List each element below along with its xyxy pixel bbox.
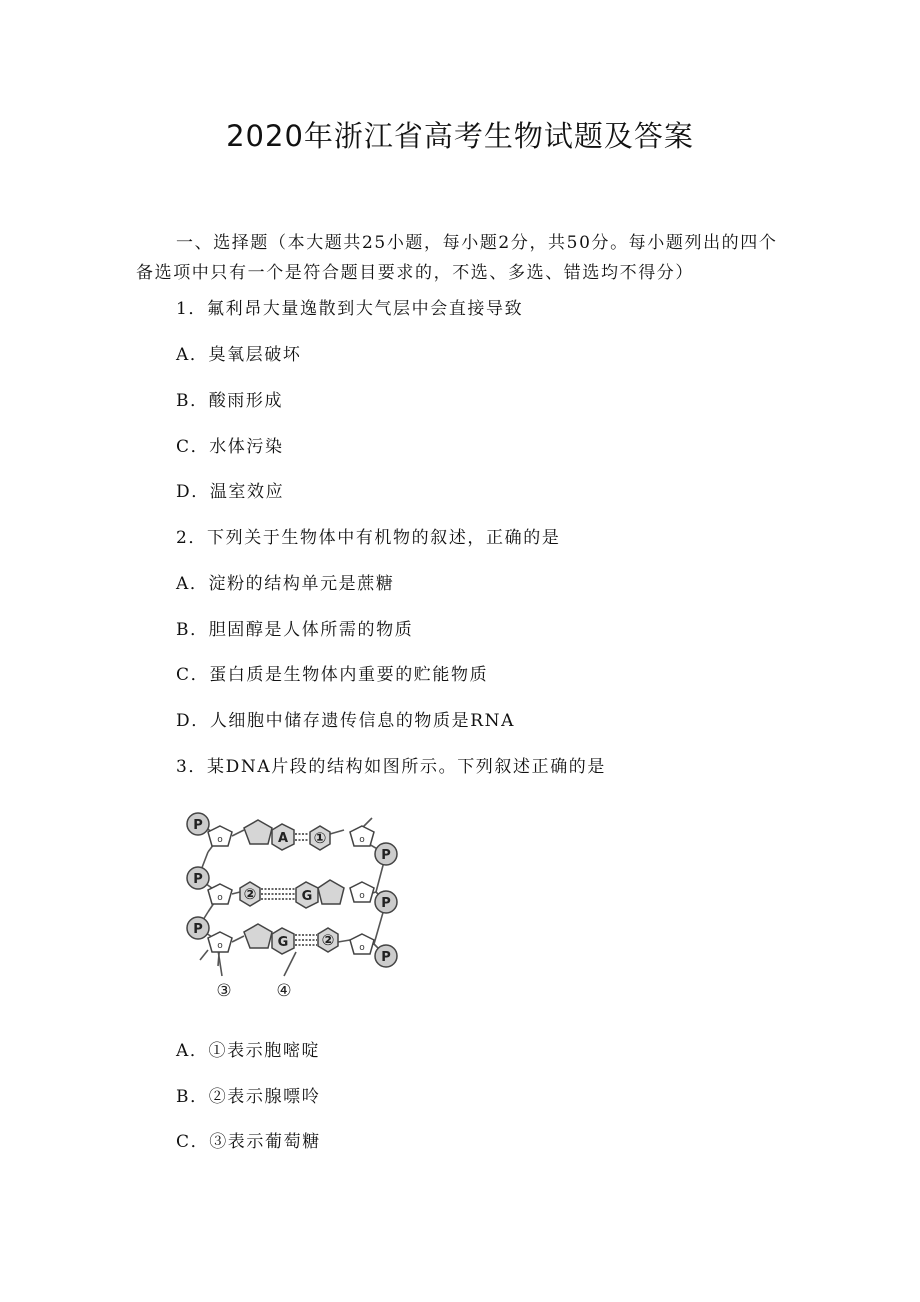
question-2-option-c: C．蛋白质是生物体内重要的贮能物质 xyxy=(176,665,489,685)
question-1-stem: 1．氟利昂大量逸散到大气层中会直接导致 xyxy=(176,299,524,319)
document-title: 2020年浙江省高考生物试题及答案 xyxy=(226,119,694,153)
svg-text:o: o xyxy=(217,835,223,845)
callout-4: ④ xyxy=(276,981,292,1001)
question-1-option-c: C．水体污染 xyxy=(176,437,284,457)
phosphate-label: P xyxy=(193,818,203,833)
section-intro: 一、选择题（本大题共25小题，每小题2分，共50分。每小题列出的四个备选项中只有一个是符合题目要求的，不选、多选、错选均不得分） xyxy=(136,233,778,283)
base-label-2: ② xyxy=(321,931,335,949)
dna-structure-figure xyxy=(178,800,408,1006)
question-2-option-d: D．人细胞中储存遗传信息的物质是RNA xyxy=(176,711,515,731)
base-label-2: ② xyxy=(243,885,257,903)
question-3-option-a: A．①表示胞嘧啶 xyxy=(176,1041,321,1061)
callout-3: ③ xyxy=(216,981,232,1001)
question-1-option-b: B．酸雨形成 xyxy=(176,391,284,411)
phosphate-label: P xyxy=(381,848,391,863)
base-label-g: G xyxy=(301,889,313,904)
phosphate-label: P xyxy=(381,950,391,965)
svg-text:o: o xyxy=(359,891,365,901)
question-3-option-c: C．③表示葡萄糖 xyxy=(176,1132,321,1152)
question-1-option-d: D．温室效应 xyxy=(176,482,285,502)
svg-text:o: o xyxy=(217,941,223,951)
phosphate-label: P xyxy=(381,896,391,911)
base-label-1: ① xyxy=(313,829,327,847)
question-1-option-a: A．臭氧层破坏 xyxy=(176,345,302,365)
svg-text:o: o xyxy=(359,835,365,845)
question-2-option-a: A．淀粉的结构单元是蔗糖 xyxy=(176,574,395,594)
svg-text:o: o xyxy=(217,893,223,903)
question-3-option-b: B．②表示腺嘌呤 xyxy=(176,1087,321,1107)
question-2-option-b: B．胆固醇是人体所需的物质 xyxy=(176,620,414,640)
base-label-a: A xyxy=(277,831,289,846)
phosphate-label: P xyxy=(193,872,203,887)
question-2-stem: 2．下列关于生物体中有机物的叙述，正确的是 xyxy=(176,528,561,548)
base-label-g: G xyxy=(277,935,289,950)
phosphate-label: P xyxy=(193,922,203,937)
question-3-stem: 3．某DNA片段的结构如图所示。下列叙述正确的是 xyxy=(176,757,606,777)
svg-text:o: o xyxy=(359,943,365,953)
